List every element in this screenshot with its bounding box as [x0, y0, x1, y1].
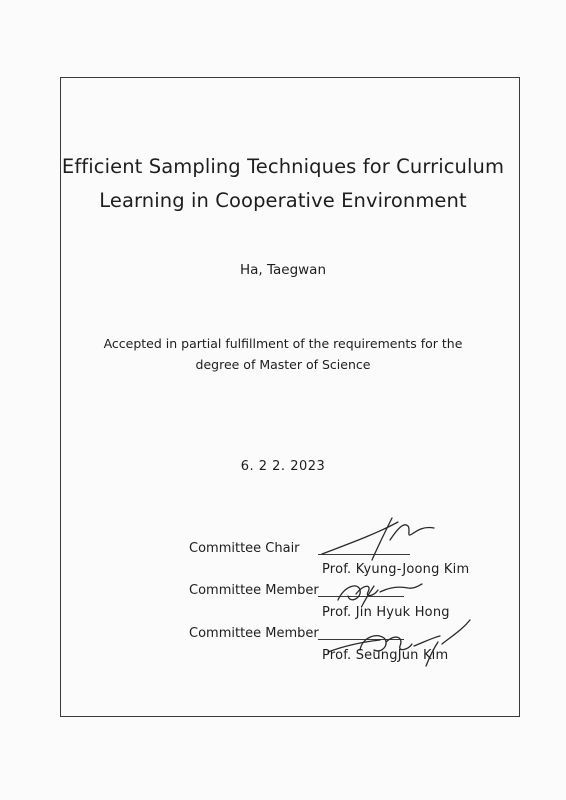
- title-line-1: Efficient Sampling Techniques for Curriculum: [61, 155, 505, 178]
- acceptance-statement: [0, 333, 566, 375]
- committee-member-1-role: Committee Member: [189, 583, 319, 598]
- committee-member-2-name: Prof. SeungJun Kim: [322, 648, 449, 663]
- chair-signature-icon: [318, 510, 438, 562]
- approval-date: 6. 2 2. 2023: [240, 459, 326, 474]
- author-name: Ha, Taegwan: [239, 262, 327, 278]
- statement-line-2: degree of Master of Science: [195, 357, 371, 372]
- committee-member-1-name: Prof. Jin Hyuk Hong: [322, 605, 450, 620]
- title-line-2: Learning in Cooperative Environment: [99, 189, 467, 212]
- committee-member-2-role: Committee Member: [189, 626, 319, 641]
- committee-chair-role: Committee Chair: [189, 541, 300, 556]
- statement-line-1: Accepted in partial fulfillment of the requirements for the: [103, 336, 463, 351]
- committee-chair-name: Prof. Kyung-Joong Kim: [322, 562, 470, 577]
- thesis-title: [0, 150, 566, 218]
